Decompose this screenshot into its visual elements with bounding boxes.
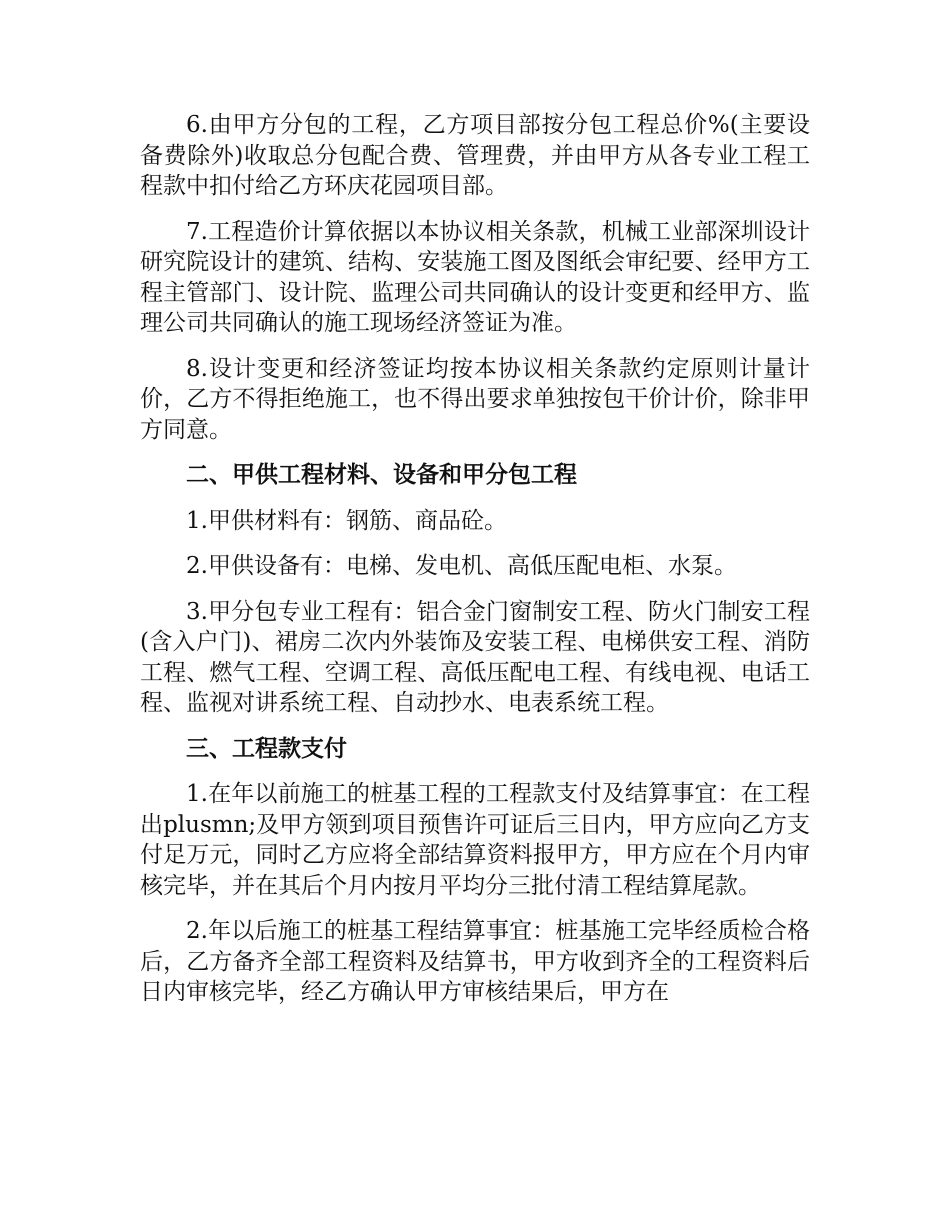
section-2-heading: 二、甲供工程材料、设备和甲分包工程 [186, 462, 577, 488]
clause-7-paragraph: 7.工程造价计算依据以本协议相关条款，机械工业部深圳设计研究院设计的建筑、结构、安装施工图及图纸会审纪要、经甲方工程主管部门、设计院、监理公司共同确认的设计变更和经甲方、监理公司共同确认的施工现场经济签证为准。 [140, 218, 810, 336]
document-page [140, 110, 810, 1023]
clause-6-paragraph: 6.由甲方分包的工程，乙方项目部按分包工程总价%(主要设备费除外)收取总分包配合费、管理费，并由甲方从各专业工程工程款中扣付给乙方环庆花园项目部。 [140, 112, 810, 199]
section-3-heading: 三、工程款支付 [186, 735, 347, 762]
section-2-item-3: 3.甲分包专业工程有：铝合金门窗制安工程、防火门制安工程(含入户门)、裙房二次内外装饰及安装工程、电梯供安工程、消防工程、燃气工程、空调工程、高低压配电工程、有线电视、电话工程、监视对讲系统工程、自动抄水、电表系统工程。 [140, 598, 810, 716]
section-3-item-2: 2.年以后施工的桩基工程结算事宜：桩基施工完毕经质检合格后，乙方备齐全部工程资料及结算书，甲方收到齐全的工程资料后日内审核完毕，经乙方确认甲方审核结果后，甲方在 [140, 918, 810, 1005]
section-2-item-2: 2.甲供设备有：电梯、发电机、高低压配电柜、水泵。 [186, 553, 737, 579]
section-3-item-1: 1.在年以前施工的桩基工程的工程款支付及结算事宜：在工程出plusmn;及甲方领到项目预售许可证后三日内，甲方应向乙方支付足万元，同时乙方应将全部结算资料报甲方，甲方应在个月内审核完毕，并在其后个月内按月平均分三批付清工程结算尾款。 [140, 781, 810, 899]
clause-8-paragraph: 8.设计变更和经济签证均按本协议相关条款约定原则计量计价，乙方不得拒绝施工，也不得出要求单独按包干价计价，除非甲方同意。 [140, 355, 810, 443]
section-2-item-1: 1.甲供材料有：钢筋、商品砼。 [186, 507, 507, 534]
